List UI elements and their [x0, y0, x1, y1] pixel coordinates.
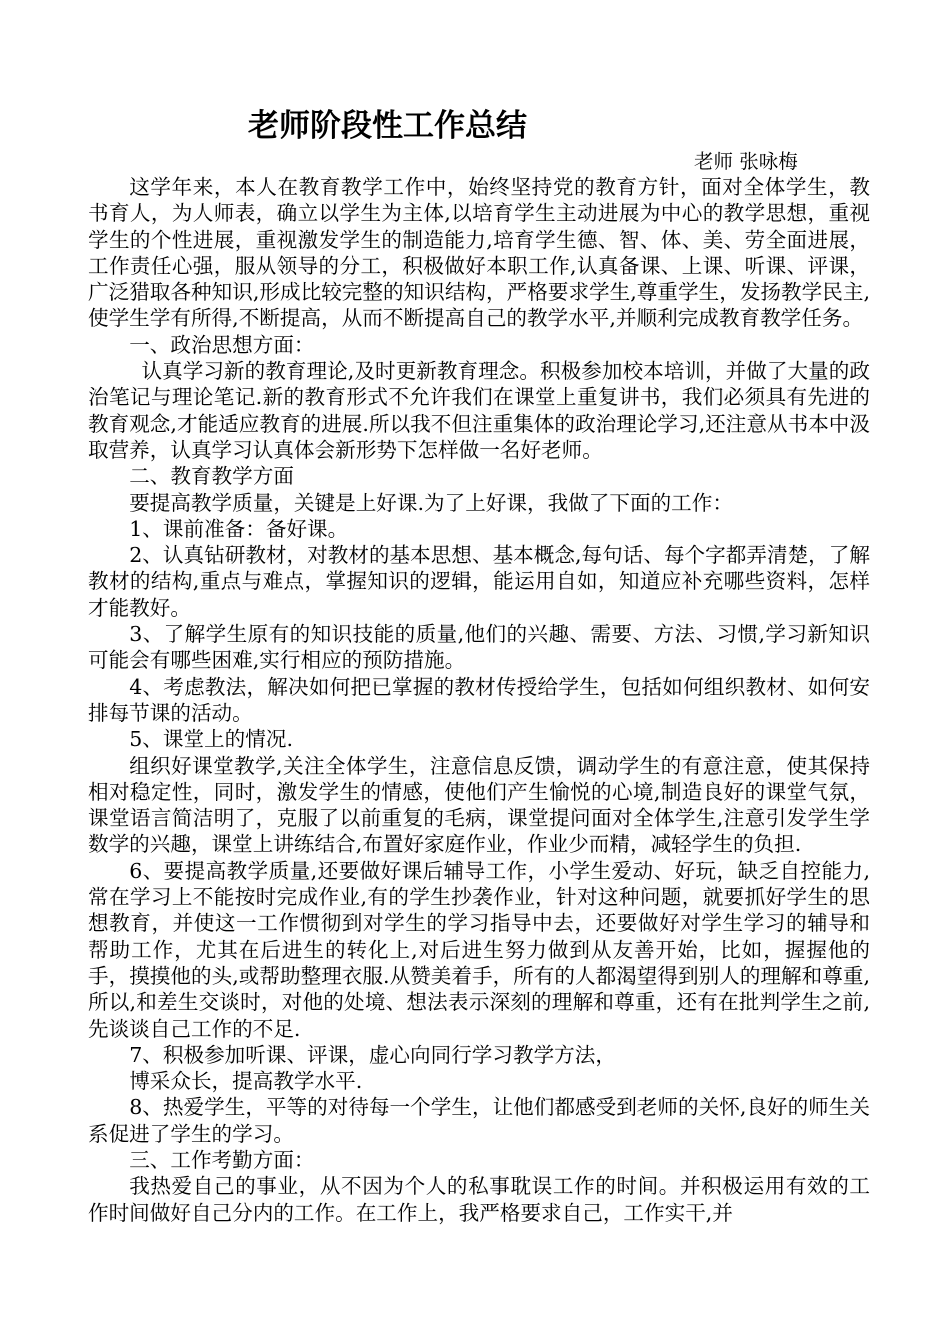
- list-item-5: 5、课堂上的情况.: [129, 727, 293, 752]
- section-heading-teaching: 二、教育教学方面: [129, 464, 294, 489]
- paragraph-classroom: 组织好课堂教学,关注全体学生，注意信息反馈，调动学生的有意注意，使其保持相对稳定性，同时，激发学生的情感，使他们产生愉悦的心境,制造良好的课堂气氛，课堂语言简洁明了，克服了以前重复的毛病，课堂提问面对全体学生,注意引发学生学数学的兴趣，课堂上讲练结合,布置好家庭作业，作业少而精，减轻学生的负担.: [88, 753, 870, 857]
- list-item-8: 8、热爱学生，平等的对待每一个学生，让他们都感受到老师的关怀,良好的师生关系促进了学生的学习。: [88, 1095, 870, 1146]
- list-item-7: 7、积极参加听课、评课，虚心向同行学习教学方法，: [129, 1042, 616, 1067]
- paragraph-learn-widely: 博采众长，提高教学水平.: [129, 1069, 363, 1094]
- list-item-2: 2、认真钻研教材，对教材的基本思想、基本概念,每句话、每个字都弄清楚，了解教材的结构,重点与难点，掌握知识的逻辑，能运用自如，知道应补充哪些资料，怎样才能教好。: [88, 543, 870, 620]
- list-item-3: 3、了解学生原有的知识技能的质量,他们的兴趣、需要、方法、习惯,学习新知识可能会有哪些困难,实行相应的预防措施。: [88, 622, 870, 673]
- author-line: 老师 张咏梅: [694, 150, 798, 173]
- list-item-6: 6、要提高教学质量,还要做好课后辅导工作，小学生爱动、好玩，缺乏自控能力,常在学习上不能按时完成作业,有的学生抄袭作业，针对这种问题，就要抓好学生的思想教育，并使这一工作惯彻到对学生的学习指导中去，还要做好对学生学习的辅导和帮助工作，尤其在后进生的转化上,对后进生努力做到从友善开始，比如，握握他的手，摸摸他的头,或帮助整理衣服.从赞美着手，所有的人都渴望得到别人的理解和尊重,所以,和差生交谈时，对他的处境、想法表示深刻的理解和尊重，还有在批判学生之前,先谈谈自己工作的不足.: [88, 858, 870, 1041]
- section-heading-attendance: 三、工作考勤方面：: [129, 1147, 315, 1172]
- list-item-4: 4、考虑教法，解决如何把已掌握的教材传授给学生，包括如何组织教材、如何安排每节课的活动。: [88, 674, 870, 725]
- paragraph-teaching-intro: 要提高教学质量，关键是上好课.为了上好课，我做了下面的工作：: [129, 490, 733, 515]
- document-title: 老师阶段性工作总结: [248, 108, 527, 144]
- section-heading-politics: 一、政治思想方面：: [129, 332, 315, 357]
- paragraph-politics: 认真学习新的教育理论,及时更新教育理念。积极参加校本培训，并做了大量的政治笔记与理论笔记.新的教育形式不允许我们在课堂上重复讲书，我们必须具有先进的教育观念,才能适应教育的进展.所以我不但注重集体的政治理论学习,还注意从书本中汲取营养，认真学习认真体会新形势下怎样做一名好老师。: [88, 359, 870, 462]
- paragraph-intro: 这学年来，本人在教育教学工作中，始终坚持党的教育方针，面对全体学生，教书育人，为人师表，确立以学生为主体,以培育学生主动进展为中心的教学思想，重视学生的个性进展，重视激发学生的制造能力,培育学生德、智、体、美、劳全面进展，工作责任心强，服从领导的分工，积极做好本职工作,认真备课、上课、听课、评课，广泛猎取各种知识,形成比较完整的知识结构，严格要求学生,尊重学生，发扬教学民主,使学生学有所得,不断提高，从而不断提高自己的教学水平,并顺利完成教育教学任务。: [88, 175, 870, 331]
- list-item-1: 1、课前准备：备好课。: [129, 516, 349, 541]
- document-body: [88, 174, 870, 1226]
- paragraph-attendance: 我热爱自己的事业，从不因为个人的私事耽误工作的时间。并积极运用有效的工作时间做好自己分内的工作。在工作上，我严格要求自己，工作实干,并: [88, 1174, 870, 1225]
